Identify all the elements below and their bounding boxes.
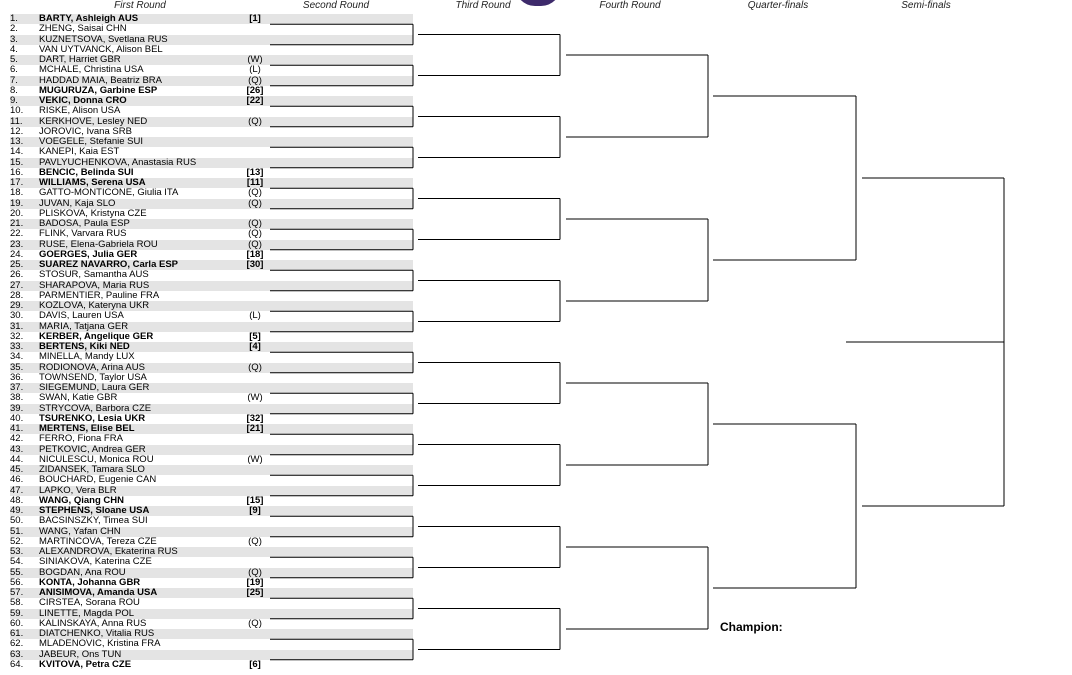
- draw-position: 39.: [10, 402, 24, 414]
- draw-position: 34.: [10, 351, 24, 363]
- round-header-third: Third Round: [455, 0, 511, 11]
- draw-position: 38.: [10, 392, 24, 404]
- draw-position: 62.: [10, 638, 24, 650]
- seed-tag: [9]: [249, 505, 261, 516]
- player-name: STOSUR, Samantha AUS: [39, 269, 149, 281]
- draw-position: 28.: [10, 289, 24, 301]
- draw-position: 61.: [10, 628, 24, 639]
- seed-tag: (Q): [248, 187, 262, 199]
- draw-position: 4.: [10, 43, 18, 55]
- player-name: KUZNETSOVA, Svetlana RUS: [39, 33, 168, 45]
- champion-label: Champion:: [720, 620, 783, 634]
- seed-tag: (Q): [248, 238, 262, 250]
- draw-position: 14.: [10, 146, 24, 158]
- player-name: BACSINSZKY, Timea SUI: [39, 515, 148, 527]
- player-name: SINIAKOVA, Katerina CZE: [39, 556, 152, 568]
- player-name: PARMENTIER, Pauline FRA: [39, 289, 160, 301]
- player-name: PLISKOVA, Kristyna CZE: [39, 207, 147, 219]
- draw-position: 42.: [10, 433, 24, 445]
- draw-position: 26.: [10, 269, 24, 281]
- player-name: VAN UYTVANCK, Alison BEL: [39, 43, 163, 55]
- player-name: BENCIC, Belinda SUI: [39, 166, 134, 178]
- player-name: PETKOVIC, Andrea GER: [39, 443, 146, 455]
- player-name: KOZLOVA, Kateryna UKR: [39, 300, 150, 311]
- player-name: LINETTE, Magda POL: [39, 607, 135, 619]
- seed-tag: [32]: [246, 412, 264, 424]
- player-name: MINELLA, Mandy LUX: [39, 351, 135, 363]
- player-name: ANISIMOVA, Amanda USA: [39, 587, 158, 598]
- player-name: BADOSA, Paula ESP: [39, 218, 130, 229]
- seed-tag: (L): [249, 310, 261, 322]
- round-header-second: Second Round: [302, 0, 370, 11]
- player-name: KVITOVA, Petra CZE: [39, 658, 132, 670]
- player-name: KERBER, Angelique GER: [39, 330, 154, 342]
- draw-position: 43.: [10, 443, 24, 455]
- player-name: DAVIS, Lauren USA: [39, 310, 124, 322]
- draw-position: 52.: [10, 535, 24, 547]
- seed-tag: (W): [247, 453, 263, 465]
- draw-position: 50.: [10, 515, 24, 527]
- seed-tag: [15]: [246, 494, 264, 506]
- draw-position: 49.: [10, 505, 24, 516]
- draw-position: 8.: [10, 84, 18, 96]
- player-name: SUAREZ NAVARRO, Carla ESP: [39, 259, 179, 270]
- player-name: KANEPI, Kaia EST: [39, 146, 120, 158]
- seed-tag: [21]: [246, 423, 264, 434]
- seed-tag: [13]: [246, 166, 264, 178]
- draw-position: 41.: [10, 423, 24, 434]
- player-name: STEPHENS, Sloane USA: [39, 505, 150, 516]
- player-name: CIRSTEA, Sorana ROU: [39, 597, 140, 609]
- player-name: BARTY, Ashleigh AUS: [39, 13, 139, 24]
- draw-position: 27.: [10, 279, 24, 291]
- seed-tag: [22]: [246, 95, 264, 106]
- draw-position: 48.: [10, 494, 24, 506]
- draw-position: 57.: [10, 587, 24, 598]
- draw-position: 21.: [10, 218, 24, 229]
- draw-position: 64.: [10, 658, 24, 670]
- player-name: TSURENKO, Lesia UKR: [39, 412, 146, 424]
- player-name: MARTINCOVA, Tereza CZE: [39, 535, 157, 547]
- draw-position: 35.: [10, 361, 24, 373]
- player-name: LAPKO, Vera BLR: [39, 484, 117, 496]
- draw-position: 44.: [10, 453, 24, 465]
- player-name: WANG, Qiang CHN: [39, 494, 124, 506]
- player-name: SHARAPOVA, Maria RUS: [39, 279, 150, 291]
- draw-position: 3.: [10, 33, 18, 45]
- player-name: DIATCHENKO, Vitalia RUS: [39, 628, 155, 639]
- draw-position: 45.: [10, 464, 24, 475]
- seed-tag: (Q): [248, 218, 262, 229]
- draw-position: 46.: [10, 474, 24, 486]
- player-name: RODIONOVA, Arina AUS: [39, 361, 145, 373]
- seed-tag: [11]: [246, 177, 264, 188]
- seed-tag: (Q): [248, 566, 262, 578]
- draw-position: 15.: [10, 156, 24, 168]
- draw-position: 13.: [10, 136, 24, 147]
- player-name: RISKE, Alison USA: [39, 105, 121, 117]
- draw-position: 20.: [10, 207, 24, 219]
- draw-position: 2.: [10, 23, 18, 35]
- round-header-quarterfinals: Quarter-finals: [747, 0, 809, 11]
- draw-position: 24.: [10, 248, 24, 260]
- seed-tag: (Q): [248, 197, 262, 209]
- player-name: MUGURUZA, Garbine ESP: [39, 84, 158, 96]
- draw-position: 47.: [10, 484, 24, 496]
- seed-tag: (Q): [248, 74, 262, 86]
- player-name: ALEXANDROVA, Ekaterina RUS: [39, 546, 178, 557]
- seed-tag: [26]: [246, 84, 264, 96]
- draw-position: 6.: [10, 64, 18, 76]
- draw-position: 36.: [10, 371, 24, 383]
- draw-position: 55.: [10, 566, 24, 578]
- draw-position: 9.: [10, 95, 18, 106]
- player-name: JUVAN, Kaja SLO: [39, 197, 116, 209]
- player-name: MARIA, Tatjana GER: [39, 320, 129, 332]
- player-name: TOWNSEND, Taylor USA: [39, 371, 147, 383]
- player-name: DART, Harriet GBR: [39, 54, 121, 65]
- draw-position: 29.: [10, 300, 24, 311]
- player-name: MERTENS, Elise BEL: [39, 423, 135, 434]
- seed-tag: [18]: [246, 248, 264, 260]
- seed-tag: (Q): [248, 361, 262, 373]
- seed-tag: (W): [247, 392, 263, 404]
- draw-position: 60.: [10, 617, 24, 629]
- seed-tag: (Q): [248, 617, 262, 629]
- draw-position: 16.: [10, 166, 24, 178]
- player-name: MLADENOVIC, Kristina FRA: [39, 638, 161, 650]
- draw-position: 53.: [10, 546, 24, 557]
- draw-position: 23.: [10, 238, 24, 250]
- player-name: JABEUR, Ons TUN: [39, 648, 122, 660]
- player-name: RUSE, Elena-Gabriela ROU: [39, 238, 158, 250]
- seed-tag: [6]: [249, 658, 261, 670]
- draw-position: 59.: [10, 607, 24, 619]
- player-name: NICULESCU, Monica ROU: [39, 453, 154, 465]
- seed-tag: [30]: [246, 259, 264, 270]
- draw-position: 5.: [10, 54, 18, 65]
- draw-position: 30.: [10, 310, 24, 322]
- player-name: SIEGEMUND, Laura GER: [39, 382, 150, 393]
- player-name: HADDAD MAIA, Beatriz BRA: [39, 74, 162, 86]
- round-header-semifinals: Semi-finals: [901, 0, 951, 11]
- seed-tag: (Q): [248, 115, 262, 127]
- seed-tag: (W): [247, 54, 263, 65]
- player-name: VEKIC, Donna CRO: [39, 95, 127, 106]
- draw-position: 22.: [10, 228, 24, 240]
- player-name: WILLIAMS, Serena USA: [39, 177, 146, 188]
- draw-position: 54.: [10, 556, 24, 568]
- round-header-fourth: Fourth Round: [599, 0, 661, 11]
- seed-tag: (L): [249, 64, 261, 76]
- draw-position: 1.: [10, 13, 18, 24]
- player-name: WANG, Yafan CHN: [39, 525, 121, 537]
- draw-position: 40.: [10, 412, 24, 424]
- player-name: FERRO, Fiona FRA: [39, 433, 123, 445]
- draw-position: 63.: [10, 648, 24, 660]
- draw-position: 33.: [10, 341, 24, 352]
- draw-position: 11.: [10, 115, 23, 127]
- player-name: BOGDAN, Ana ROU: [39, 566, 126, 578]
- round-header-first: First Round: [114, 0, 166, 11]
- player-name: BOUCHARD, Eugenie CAN: [39, 474, 157, 486]
- draw-position: 37.: [10, 382, 24, 393]
- draw-position: 7.: [10, 74, 18, 86]
- draw-position: 19.: [10, 197, 24, 209]
- seed-tag: [4]: [249, 341, 261, 352]
- player-name: GATTO-MONTICONE, Giulia ITA: [39, 187, 179, 199]
- draw-position: 51.: [10, 525, 24, 537]
- player-name: SWAN, Katie GBR: [39, 392, 118, 404]
- seed-tag: [5]: [249, 330, 261, 342]
- player-name: STRYCOVA, Barbora CZE: [39, 402, 152, 414]
- seed-tag: [25]: [246, 587, 264, 598]
- player-name: ZIDANSEK, Tamara SLO: [39, 464, 145, 475]
- draw-position: 25.: [10, 259, 24, 270]
- player-name: ZHENG, Saisai CHN: [39, 23, 127, 35]
- seed-tag: (Q): [248, 535, 262, 547]
- player-name: KALINSKAYA, Anna RUS: [39, 617, 147, 629]
- draw-position: 32.: [10, 330, 24, 342]
- draw-position: 10.: [10, 105, 24, 117]
- player-name: KERKHOVE, Lesley NED: [39, 115, 148, 127]
- player-name: BERTENS, Kiki NED: [39, 341, 130, 352]
- player-name: FLINK, Varvara RUS: [39, 228, 127, 240]
- draw-position: 18.: [10, 187, 24, 199]
- draw-position: 31.: [10, 320, 24, 332]
- draw-position: 12.: [10, 125, 24, 137]
- player-name: KONTA, Johanna GBR: [39, 576, 141, 588]
- seed-tag: [19]: [246, 576, 264, 588]
- draw-position: 17.: [10, 177, 24, 188]
- player-name: GOERGES, Julia GER: [39, 248, 138, 260]
- draw-position: 58.: [10, 597, 24, 609]
- player-name: JOROVIC, Ivana SRB: [39, 125, 132, 137]
- player-name: MCHALE, Christina USA: [39, 64, 144, 76]
- seed-tag: [1]: [249, 13, 261, 24]
- player-name: VOEGELE, Stefanie SUI: [39, 136, 144, 147]
- draw-position: 56.: [10, 576, 24, 588]
- player-name: PAVLYUCHENKOVA, Anastasia RUS: [39, 156, 197, 168]
- seed-tag: (Q): [248, 228, 262, 240]
